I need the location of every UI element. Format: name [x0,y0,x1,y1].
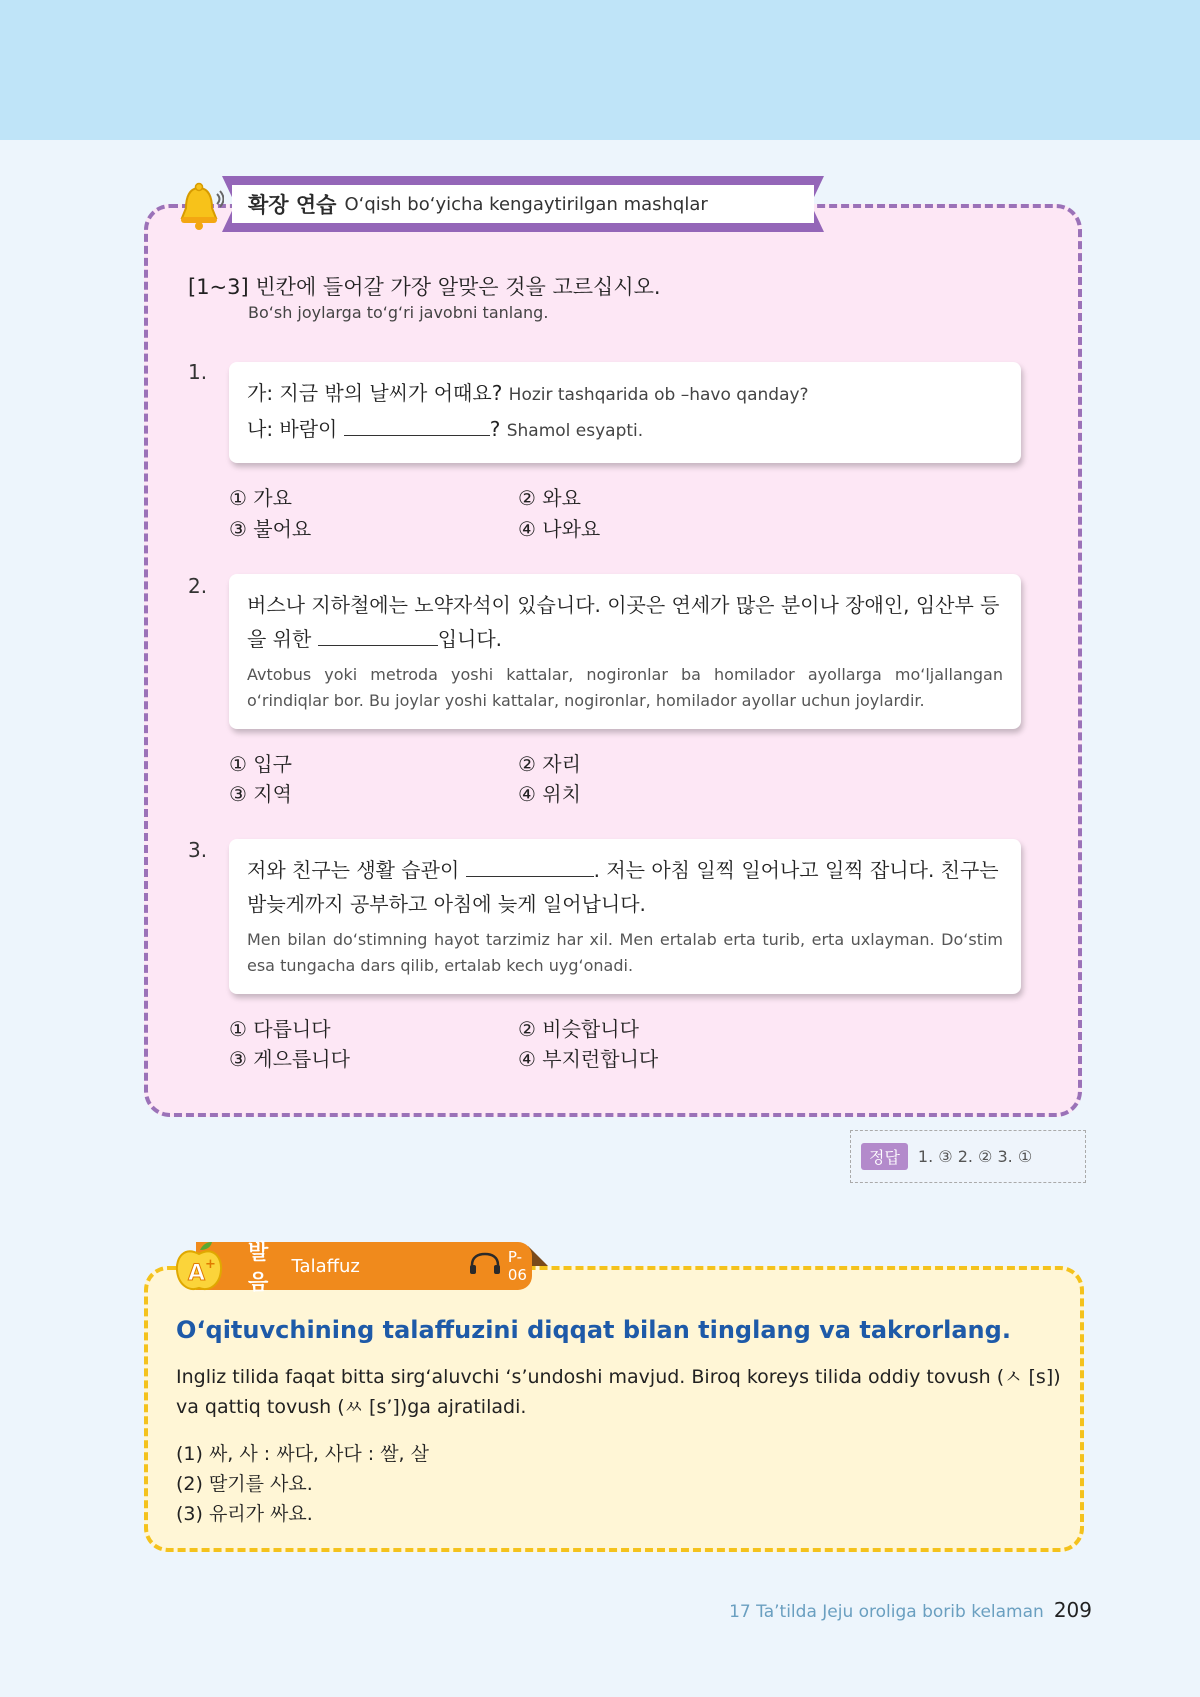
q3-text-ko-a [247,853,1003,887]
q1-options [229,482,829,546]
option-4[interactable]: ④ 위치 [518,782,581,806]
question-card-1 [229,362,1021,463]
answer-tag: 정답 [861,1143,908,1170]
q3-text-ko-a-pre: 저와 친구는 생활 습관이 [247,858,460,882]
question-card-2 [229,574,1021,729]
option-1[interactable]: ① 가요 [229,486,292,510]
q3-options [229,1013,829,1077]
page-footer [729,1598,1092,1622]
option-3[interactable]: ③ 불어요 [229,517,312,541]
option-2[interactable]: ② 와요 [518,486,581,510]
svg-text:A: A [188,1261,206,1286]
q1-line2-pre: 나: 바람이 [247,417,338,441]
q1-line-1 [247,376,1003,412]
pronunciation-item: (3) 유리가 싸요. [176,1503,313,1525]
pronunciation-tab [196,1240,532,1294]
pronunciation-heading: O‘qituvchining talaffuzini diqqat bilan tinglang va takrorlang. [176,1316,1011,1344]
q2-text-ko-b [247,622,1003,656]
q2-text-uz: Avtobus yoki metroda yoshi kattalar, nogironlar ba homilador ayollarga mo‘ljallangan o‘rindiqlar bor. Bu joylar yoshi kattalar, nogironlar, homilador ayollar uchun joylardir. [247,665,1003,710]
option-3[interactable]: ③ 게으릅니다 [229,1047,350,1071]
pronunciation-item: (2) 딸기를 사요. [176,1473,313,1495]
question-number: 1. [188,360,208,384]
top-band [0,0,1200,140]
question-number: 3. [188,838,208,862]
answer-blank [344,416,490,436]
answer-blank [318,626,438,646]
answer-text: 1. ③ 2. ② 3. ① [917,1147,1033,1166]
q1-line-2 [247,412,1003,448]
option-4[interactable]: ④ 부지런합니다 [518,1047,659,1071]
section-title-uz: O‘qish bo‘yicha kengaytirilgan mashqlar [344,193,708,215]
headphones-icon [468,1252,502,1280]
pronunciation-item: (1) 싸, 사 : 싸다, 사다 : 쌀, 살 [176,1443,429,1465]
q3-text-ko-b: 밤늦게까지 공부하고 아침에 늦게 일어납니다. [247,892,646,916]
option-3[interactable]: ③ 지역 [229,782,292,806]
section-ribbon [222,176,824,232]
pronunciation-title-uz: Talaffuz [291,1255,360,1277]
instruction-ko: [1~3] 빈칸에 들어갈 가장 알맞은 것을 고르십시오. [188,275,661,299]
q2-text-ko-b-post: 입니다. [437,627,503,651]
pronunciation-body: Ingliz tilida faqat bitta sirg‘aluvchi ‘s’undoshi mavjud. Biroq koreys tilida oddiy tovush (ㅅ [s]) va qattiq tovush (ㅆ [s’])ga ajratiladi. [176,1366,1061,1418]
q1-line1-ko: 가: 지금 밖의 날씨가 어때요? [247,381,503,405]
chapter-title: 17 Ta’tilda Jeju oroliga borib kelaman [729,1602,1044,1622]
question-card-3 [229,839,1021,994]
ribbon-front [232,185,814,223]
option-4[interactable]: ④ 나와요 [518,517,601,541]
option-2[interactable]: ② 자리 [518,752,581,776]
q1-line2-post: ? [489,417,501,441]
pronunciation-title-ko: 발음 [248,1240,269,1294]
q3-text-uz: Men bilan do‘stimning hayot tarzimiz har xil. Men ertalab erta turib, erta uxlayman. Do‘stim esa tungacha dars qilib, ertalab kech uyg‘onadi. [247,930,1003,975]
q1-line1-uz: Hozir tashqarida ob –havo qanday? [508,385,809,405]
instruction-uz: Bo‘sh joylarga to‘g‘ri javobni tanlang. [248,303,549,322]
q3-text-ko-a-post: . 저는 아침 일찍 일어나고 일찍 잡니다. 친구는 [593,858,999,882]
q2-text-ko-a: 버스나 지하철에는 노약자석이 있습니다. 이곳은 연세가 많은 분이나 장애인, 임산부 등 [247,593,1000,617]
question-number: 2. [188,574,208,598]
option-1[interactable]: ① 다릅니다 [229,1017,331,1041]
q1-line2-uz: Shamol esyapti. [506,421,644,441]
answer-blank [466,857,594,877]
answer-key [850,1130,1086,1183]
section-title-ko: 확장 연습 [248,193,337,217]
page-number: 209 [1053,1598,1092,1622]
q2-text-ko-b-pre: 을 위한 [247,627,312,651]
option-2[interactable]: ② 비슷합니다 [518,1017,639,1041]
audio-code: P-06 [507,1248,527,1284]
svg-text:+: + [205,1257,216,1272]
option-1[interactable]: ① 입구 [229,752,292,776]
audio-track[interactable] [468,1248,532,1284]
q2-options [229,748,829,812]
apple-icon [174,1240,224,1294]
bell-icon [178,182,224,232]
